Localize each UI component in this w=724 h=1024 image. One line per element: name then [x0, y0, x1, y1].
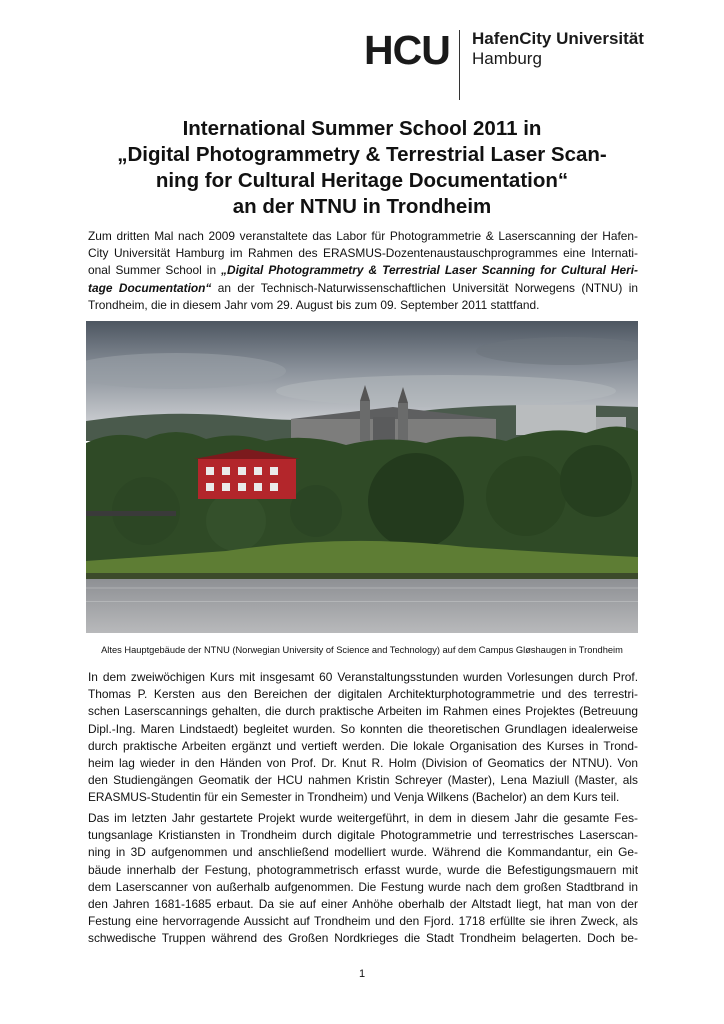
text-line: dem Laserscanner von außerhalb aufgenommen. Die Festung wurde nach dem großen Stadtbrand in	[88, 879, 638, 894]
logo-divider	[459, 30, 460, 100]
title-line: International Summer School 2011 in	[182, 117, 542, 140]
text-run: onal Summer School in	[88, 263, 222, 278]
text-line: ERASMUS-Studentin für ein Semester in Trondheim) und Venja Wilkens (Bachelor) an dem Kurs teil.	[88, 790, 620, 805]
logo-university-name: HafenCity Universität	[472, 29, 644, 48]
text-line: City Universität Hamburg im Rahmen des ERASMUS-Dozentenaustauschprogrammes eine Internati-	[88, 246, 638, 261]
text-line: ning in 3D aufgenommen und anschließend modelliert wurde. Während die Kommandantur, ein Ge-	[88, 845, 638, 860]
document-title	[76, 116, 648, 220]
text-line	[88, 262, 638, 279]
text-line: den Jahren 1681-1685 erbaut. Da sie auf einer Anhöhe oberhalb der Altstadt liegt, hat man von der	[88, 897, 638, 912]
bridge	[86, 511, 176, 516]
text-line: bäude innerhalb der Festung, photogrammetrisch erfasst wurde, wurde die Befestigungsmauern mit	[88, 862, 638, 877]
logo-abbrev: HCU	[364, 27, 450, 73]
course-title-emphasis: „Digital Photogrammetry & Terrestrial Laser Scanning for Cultural Heri-	[221, 263, 639, 278]
page-number: 1	[358, 968, 366, 980]
course-title-emphasis: tage Documentation“	[88, 280, 212, 295]
text-line: schwedische Truppen während des Großen Nordkrieges die Stadt Trondheim belagerten. Doch be-	[88, 931, 638, 946]
photo-caption: Altes Hauptgebäude der NTNU (Norwegian University of Science and Technology) auf dem Campus Gløshaugen in Trondheim	[101, 645, 623, 655]
text-line: Zum dritten Mal nach 2009 veranstaltete das Labor für Photogrammetrie & Laserscanning der Hafen-	[88, 229, 638, 243]
course-paragraph	[88, 669, 638, 807]
text-line: Das im letzten Jahr gestartete Projekt wurde weitergeführt, in dem in diesem Jahr die gesamte Fes-	[88, 811, 638, 825]
intro-paragraph	[88, 228, 638, 314]
hcu-logo	[364, 24, 654, 100]
photo-illustration	[86, 321, 638, 633]
red-building	[194, 449, 300, 499]
text-line: schen Laserscannings gehalten, die durch praktische Arbeiten im Rahmen eines Projektes (Betreuung	[88, 704, 638, 719]
text-line: Dipl.-Ing. Maren Lindstaedt) begleitet wurden. So konnten die theoretischen Grundlagen idealerweise	[88, 721, 638, 736]
text-line: heim lag wieder in den Händen von Prof. Dr. Knut R. Holm (Division of Geomatics der NTNU). Von	[88, 756, 638, 771]
ntnu-campus-photo	[86, 321, 638, 633]
title-line: an der NTNU in Trondheim	[232, 195, 492, 218]
text-line: durch praktische Arbeiten ergänzt und vertieft werden. Die lokale Organisation des Kurses in Trond-	[88, 738, 638, 753]
text-line: In dem zweiwöchigen Kurs mit insgesamt 60 Veranstaltungsstunden wurden Vorlesungen durch Prof.	[88, 670, 638, 684]
project-paragraph	[88, 810, 638, 948]
logo-city: Hamburg	[472, 49, 542, 68]
title-line: ning for Cultural Heritage Documentation“	[155, 169, 569, 192]
text-run: an der Technisch-Naturwissenschaftlichen Universität Norwegens (NTNU) in	[211, 280, 638, 295]
text-line	[88, 280, 638, 297]
text-line: Festung eine hervorragende Aussicht auf Trondheim und den Fjord. 1718 erfüllte sie ihren Zweck, als	[88, 914, 638, 929]
title-line: „Digital Photogrammetry & Terrestrial Laser Scan-	[117, 143, 607, 166]
text-line: Trondheim, die in diesem Jahr vom 29. August bis zum 09. September 2011 stattfand.	[88, 297, 540, 312]
text-line: tungsanlage Kristiansten in Trondheim durch digitale Photogrammetrie und terrestrisches Laserscan-	[88, 828, 638, 843]
text-line: Thomas P. Kersten aus den Bereichen der digitalen Architekturphotogrammetrie und des terrestri-	[88, 687, 638, 702]
text-line: den Studiengängen Geomatik der HCU nahmen Kristin Schreyer (Master), Lena Maziull (Master, als	[88, 773, 638, 788]
